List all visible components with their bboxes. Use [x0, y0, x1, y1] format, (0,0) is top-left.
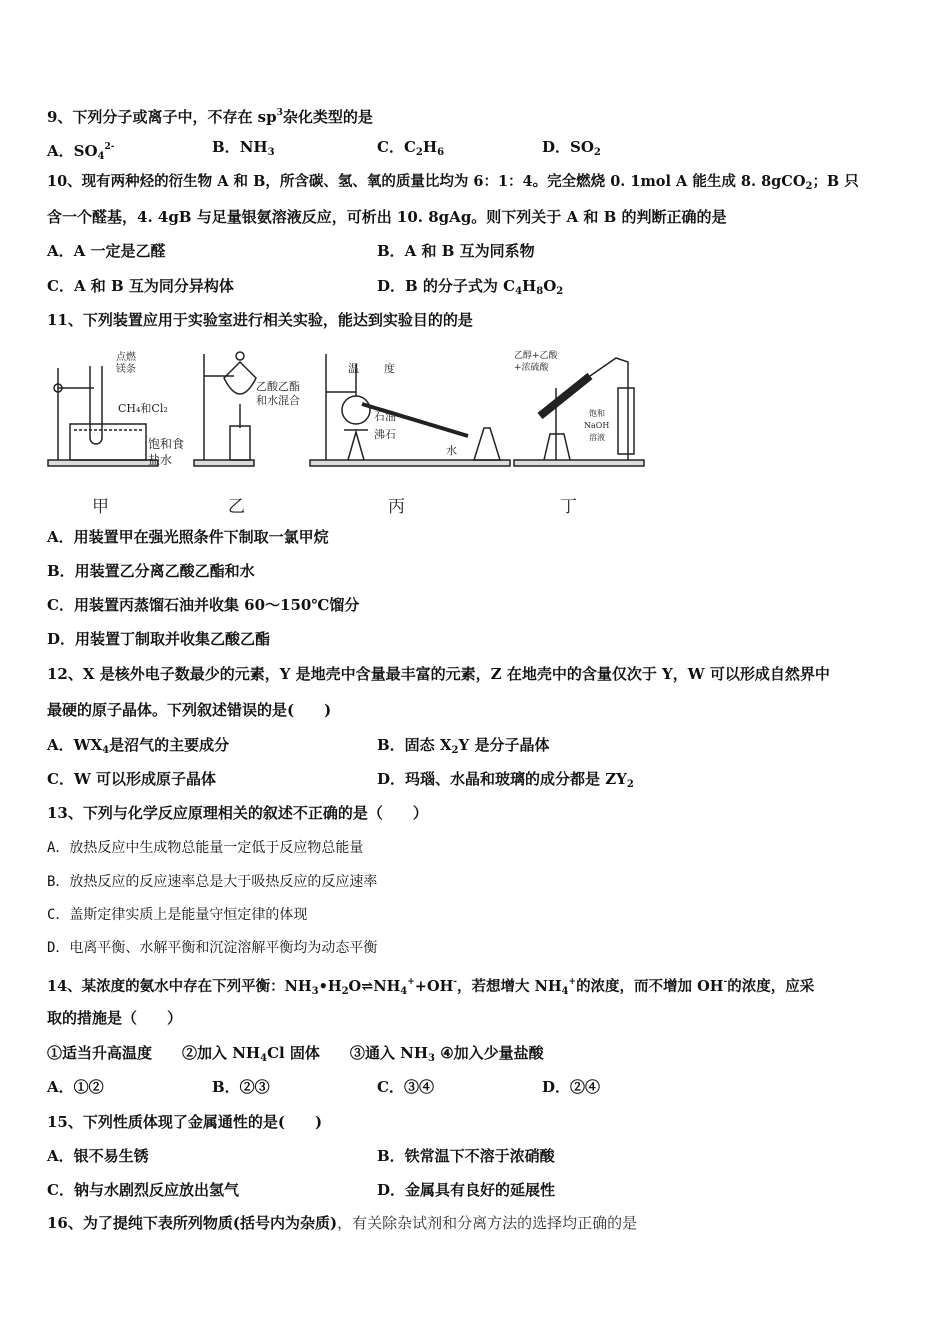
q12-option-a[interactable]: A．$WX_4$是沼气的主要成分: [47, 736, 230, 756]
q11-stem: 11、下列装置应用于实验室进行相关实验，能达到实验目的的是: [47, 311, 473, 329]
svg-text:NaOH: NaOH: [584, 421, 610, 430]
q9-stem: 9、下列分子或离子中，不存在 $sp^3$杂化类型的是: [47, 108, 373, 126]
svg-text:和水混合: 和水混合: [256, 394, 300, 407]
q9-option-a[interactable]: A．$SO_4^{2-}$: [47, 142, 115, 162]
svg-text:度: 度: [384, 362, 395, 375]
svg-text:镁条: 镁条: [116, 364, 136, 375]
svg-text:水: 水: [446, 444, 457, 457]
q10-stem-line2: 含一个醛基，4. 4gB 与足量银氨溶液反应，可析出 10. 8gAg。则下列关于 A 和 B 的判断正确的是: [47, 208, 727, 226]
q10-option-a[interactable]: A．A 一定是乙醛: [47, 242, 166, 260]
q15-option-b[interactable]: B．铁常温下不溶于浓硝酸: [377, 1147, 555, 1165]
apparatus-jia: [48, 350, 184, 467]
q14-stem-line1: 14、某浓度的氨水中存在下列平衡：$NH_3•H_2O\rightleftharpoons NH_4^++OH^-$，若想增大 $NH_4^+$的浓度，而不增加 OH-的浓度，应采: [47, 977, 815, 997]
q13-option-b[interactable]: B．放热反应的反应速率总是大于吸热反应的反应速率: [47, 874, 378, 890]
q9-option-d[interactable]: D．$SO_2$: [542, 138, 601, 158]
q11-option-c[interactable]: C．用装置丙蒸馏石油并收集 60～150℃馏分: [47, 596, 360, 614]
svg-text:饱和食: 饱和食: [148, 437, 185, 451]
q12-stem-line1: 12、X 是核外电子数最少的元素，Y 是地壳中含量最丰富的元素，Z 在地壳中的含量仅次于 Y，W 可以形成自然界中: [47, 665, 830, 683]
svg-text:CH₄和Cl₂: CH₄和Cl₂: [118, 402, 168, 415]
svg-text:点燃: 点燃: [116, 352, 136, 363]
q10-option-c[interactable]: C．A 和 B 互为同分异构体: [47, 277, 234, 295]
q11-option-d[interactable]: D．用装置丁制取并收集乙酸乙酯: [47, 630, 271, 648]
svg-text:+浓硫酸: +浓硫酸: [514, 363, 549, 373]
svg-text:溶液: 溶液: [589, 433, 605, 442]
svg-text:石油: 石油: [374, 410, 396, 423]
caption-bing: 丙: [388, 497, 405, 517]
q11-option-a[interactable]: A．用装置甲在强光照条件下制取一氯甲烷: [47, 528, 329, 546]
apparatus-ding: [514, 349, 644, 466]
q10-option-d[interactable]: D．B 的分子式为 $C_4H_8O_2$: [377, 277, 564, 297]
svg-text:乙醇+乙酸: 乙醇+乙酸: [514, 351, 558, 361]
caption-jia: 甲: [92, 497, 109, 517]
q11-option-b[interactable]: B．用装置乙分离乙酸乙酯和水: [47, 562, 255, 580]
caption-yi: 乙: [228, 497, 245, 517]
q15-option-d[interactable]: D．金属具有良好的延展性: [377, 1181, 556, 1199]
q9-option-b[interactable]: B．$NH_3$: [212, 138, 275, 158]
q10-stem-line1: 10、现有两种烃的衍生物 A 和 B，所含碳、氢、氧的质量比均为 6：1：4。完全燃烧 0. 1mol A 能生成 8. 8gCO$_2$；B 只: [47, 173, 859, 192]
q13-option-a[interactable]: A．放热反应中生成物总能量一定低于反应物总能量: [47, 840, 364, 856]
q14-stem-line2: 取的措施是（ ）: [47, 1009, 183, 1027]
q13-option-c[interactable]: C．盖斯定律实质上是能量守恒定律的体现: [47, 907, 308, 923]
q14-option-a[interactable]: A．①②: [47, 1078, 104, 1096]
svg-text:温: 温: [348, 362, 359, 375]
svg-text:饱和: 饱和: [589, 409, 605, 418]
q16-stem: 16、为了提纯下表所列物质(括号内为杂质)，有关除杂试剂和分离方法的选择均正确的是: [47, 1214, 638, 1232]
apparatus-bing: [310, 354, 510, 466]
caption-ding: 丁: [560, 497, 577, 517]
q15-option-a[interactable]: A．银不易生锈: [47, 1147, 149, 1165]
q14-option-c[interactable]: C．③④: [377, 1078, 434, 1096]
q12-stem-line2: 最硬的原子晶体。下列叙述错误的是( ): [47, 701, 332, 719]
q12-option-d[interactable]: D．玛瑙、水晶和玻璃的成分都是 $ZY_2$: [377, 770, 634, 790]
q15-option-c[interactable]: C．钠与水剧烈反应放出氢气: [47, 1181, 239, 1199]
q13-option-d[interactable]: D．电离平衡、水解平衡和沉淀溶解平衡均为动态平衡: [47, 940, 378, 956]
svg-text:盐水: 盐水: [148, 453, 173, 467]
svg-text:乙酸乙酯: 乙酸乙酯: [256, 380, 300, 393]
q12-option-b[interactable]: B．固态 $X_2Y$ 是分子晶体: [377, 736, 550, 756]
q9-option-c[interactable]: C．$C_2H_6$: [377, 138, 445, 158]
q13-stem: 13、下列与化学反应原理相关的叙述不正确的是（ ）: [47, 804, 428, 822]
q14-measures: ①适当升高温度 ②加入 $NH_4Cl$ 固体 ③通入 $NH_3$ ④加入少量盐酸: [47, 1044, 544, 1064]
svg-text:沸石: 沸石: [374, 428, 396, 441]
q14-option-d[interactable]: D．②④: [542, 1078, 601, 1096]
q14-option-b[interactable]: B．②③: [212, 1078, 270, 1096]
q15-stem: 15、下列性质体现了金属通性的是( ): [47, 1113, 323, 1131]
apparatus-yi: [194, 352, 300, 466]
q12-option-c[interactable]: C．W 可以形成原子晶体: [47, 770, 217, 788]
q10-option-b[interactable]: B．A 和 B 互为同系物: [377, 242, 535, 260]
apparatus-figure: [44, 348, 654, 512]
